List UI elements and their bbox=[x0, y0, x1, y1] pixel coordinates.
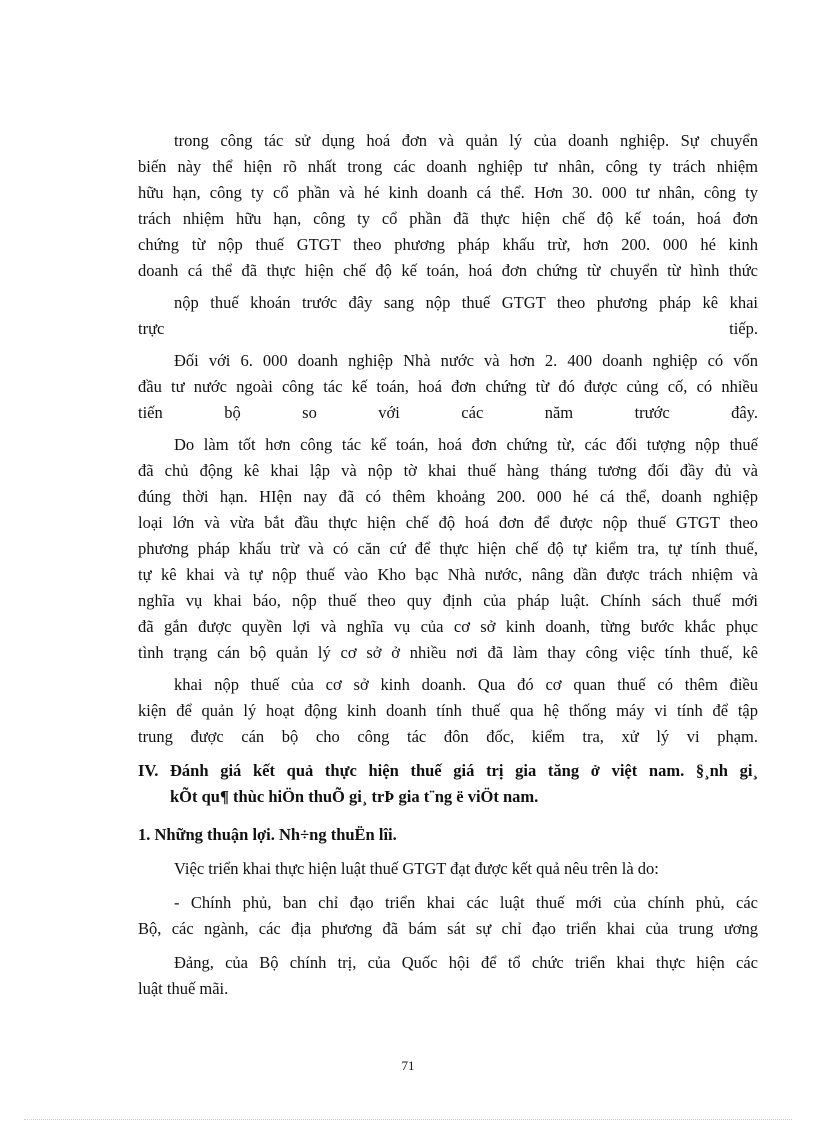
section-heading-encoded: kÕt qu¶ thùc hiÖn thuÕ gi¸ trÞ gia t¨ng ë viÖt nam. bbox=[170, 787, 539, 806]
text-line: Đối với 6. 000 doanh nghiệp Nhà nước và hơn 2. 400 doanh nghiệp có vốn bbox=[174, 351, 758, 370]
text-line: chứng từ nộp thuế GTGT theo phương pháp khấu trừ, hơn 200. 000 hé kinh bbox=[138, 235, 758, 254]
text-line: phương pháp khấu trừ và có căn cứ để thực hiện chế độ tự kiểm tra, tự tính thuế, bbox=[138, 539, 758, 558]
text-line: doanh cá thể đã thực hiện chế độ kế toán, hoá đơn chứng từ chuyển từ hình thức bbox=[138, 261, 758, 280]
text-line: biến này thể hiện rõ nhất trong các doanh nghiệp tư nhân, công ty trách nhiệm bbox=[138, 157, 758, 176]
text-line: tình trạng cán bộ quản lý cơ sở ở nhiều nơi đã làm thay công việc tính thuế, kê bbox=[138, 643, 758, 662]
text-line: đã chủ động kê khai lập và nộp tờ khai thuế hàng tháng tương đối đầy đủ và bbox=[138, 461, 758, 480]
text-line: Việc triển khai thực hiện luật thuế GTGT đạt được kết quả nêu trên là do: bbox=[174, 859, 659, 878]
subsection-heading: 1. Những thuận lợi. Nh÷ng thuËn lîi. bbox=[138, 825, 397, 844]
text-line: trong công tác sử dụng hoá đơn và quản lý của doanh nghiệp. Sự chuyển bbox=[174, 131, 758, 150]
text-line: kiện để quản lý hoạt động kinh doanh tính thuế qua hệ thống máy vi tính để tập bbox=[138, 701, 758, 720]
text-line: trực tiếp. bbox=[138, 319, 758, 338]
page-bottom-rule bbox=[24, 1119, 792, 1120]
text-line: loại lớn và vừa bắt đầu thực hiện chế độ hoá đơn để được nộp thuế GTGT theo bbox=[138, 513, 758, 532]
text-line: - Chính phủ, ban chỉ đạo triển khai các luật thuế mới của chính phủ, các bbox=[174, 893, 758, 912]
text-line: luật thuế mãi. bbox=[138, 979, 229, 998]
text-line: trung được cán bộ cho công tác đôn đốc, kiểm tra, xử lý vi phạm. bbox=[138, 727, 758, 746]
text-line: Bộ, các ngành, các địa phương đã bám sát sự chỉ đạo triển khai của trung ương bbox=[138, 919, 758, 938]
text-line: nghĩa vụ khai báo, nộp thuế theo quy định của pháp luật. Chính sách thuế mới bbox=[138, 591, 758, 610]
text-line: đúng thời hạn. HIện nay đã có thêm khoảng 200. 000 hé cá thể, doanh nghiệp bbox=[138, 487, 758, 506]
text-line: Đảng, của Bộ chính trị, của Quốc hội để tổ chức triển khai thực hiện các bbox=[174, 953, 758, 972]
text-line: khai nộp thuế của cơ sở kinh doanh. Qua đó cơ quan thuế có thêm điều bbox=[174, 675, 758, 694]
text-line: hữu hạn, công ty cổ phần và hé kinh doanh cá thể. Hơn 30. 000 tư nhân, công ty bbox=[138, 183, 758, 202]
text-line: tự kê khai và tự nộp thuế vào Kho bạc Nhà nước, nâng dần được trách nhiệm và bbox=[138, 565, 758, 584]
page-number: 71 bbox=[401, 1058, 415, 1073]
text-line: nộp thuế khoán trước đây sang nộp thuế GTGT theo phương pháp kê khai bbox=[174, 293, 758, 312]
text-line: tiến bộ so với các năm trước đây. bbox=[138, 403, 758, 422]
text-line: trách nhiệm hữu hạn, công ty cổ phần đã thực hiện chế độ kế toán, hoá đơn bbox=[138, 209, 758, 228]
text-line: Do làm tốt hơn công tác kế toán, hoá đơn chứng từ, các đối tượng nộp thuế bbox=[174, 435, 758, 454]
section-heading: IV. Đánh giá kết quả thực hiện thuế giá trị gia tăng ở việt nam. §¸nh gi¸ bbox=[138, 761, 758, 780]
text-line: đã gắn được quyền lợi và nghĩa vụ của cơ sở kinh doanh, từng bước khắc phục bbox=[138, 617, 758, 636]
text-line: đầu tư nước ngoài công tác kế toán, hoá đơn chứng từ đó được củng cố, có nhiều bbox=[138, 377, 758, 396]
